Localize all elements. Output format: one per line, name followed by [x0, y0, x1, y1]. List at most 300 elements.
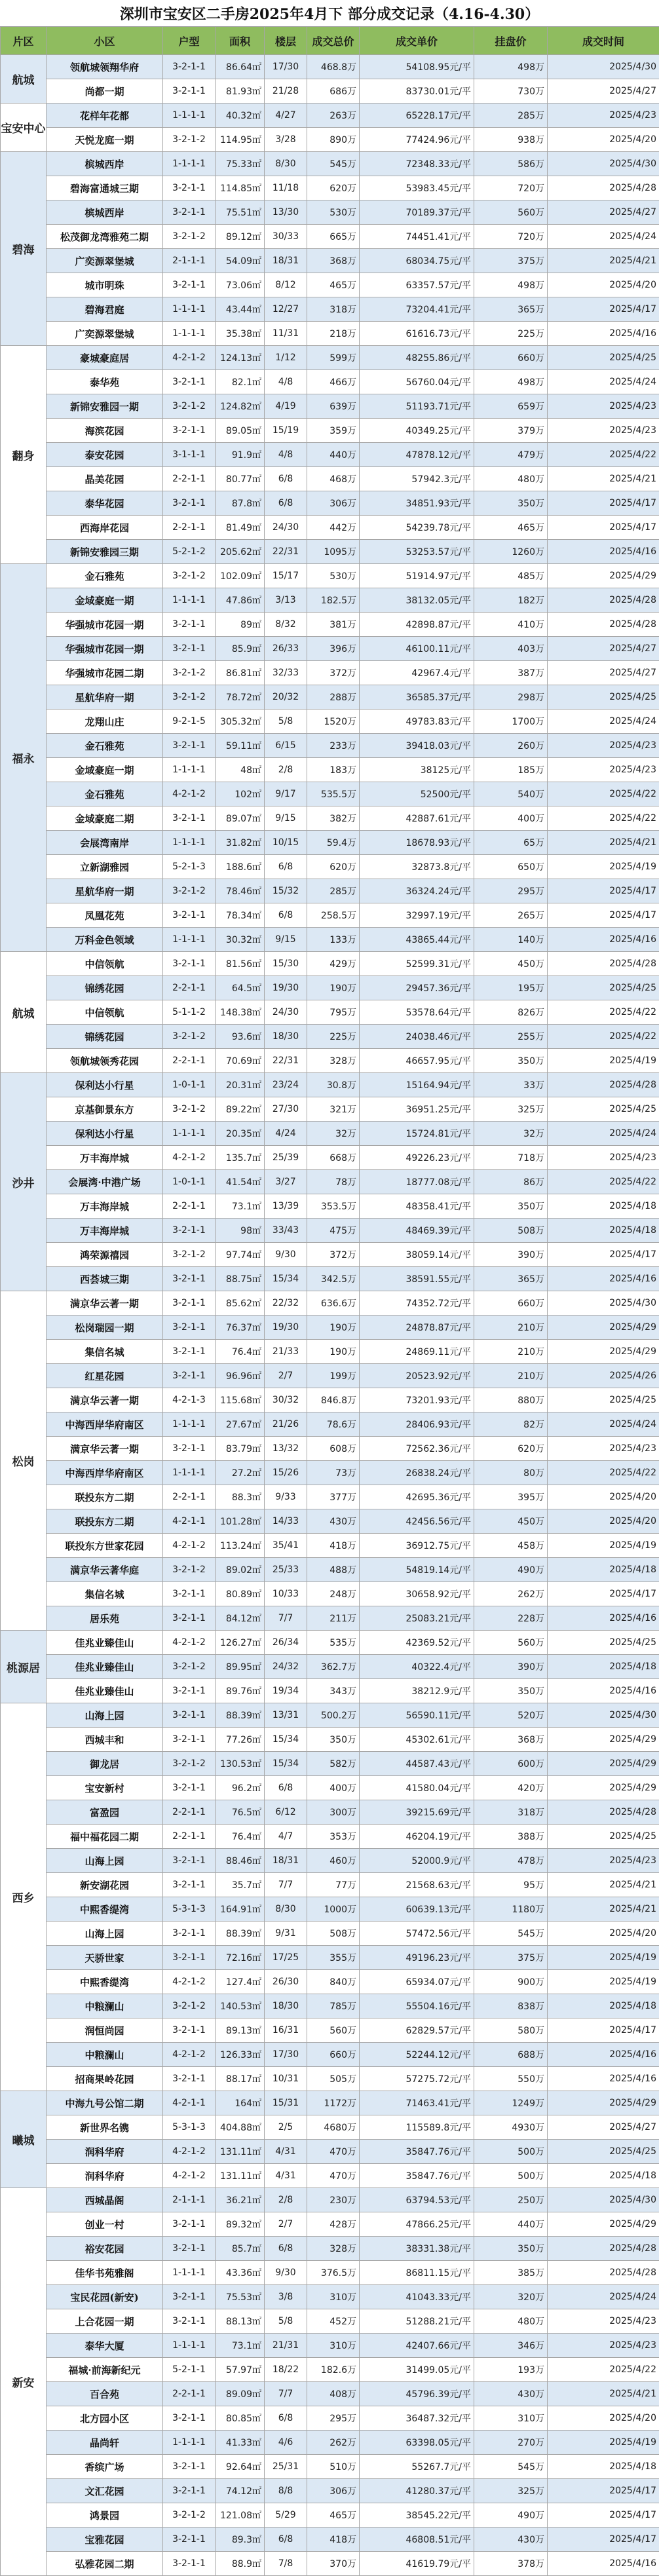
layout-cell: 2-2-1-1	[163, 1049, 216, 1073]
community-cell: 松岗瑞园一期	[47, 1316, 163, 1340]
table-row	[1, 1243, 659, 1267]
deal-date-cell: 2025/4/22	[548, 1000, 659, 1025]
district-cell: 宝安中心	[1, 104, 47, 152]
deal-date-cell: 2025/4/16	[548, 1606, 659, 1631]
listing-price-cell: 285万	[474, 104, 548, 128]
area-cell: 85.9㎡	[216, 637, 265, 661]
layout-cell: 5-2-1-2	[163, 540, 216, 564]
floor-cell: 2/5	[265, 2115, 307, 2140]
table-row	[1, 710, 659, 734]
area-cell: 89.95㎡	[216, 1655, 265, 1679]
unit-price-cell: 115589.8元/平	[360, 2115, 474, 2140]
community-cell: 中信领航	[47, 952, 163, 976]
unit-price-cell: 32997.19元/平	[360, 903, 474, 928]
layout-cell: 3-2-1-2	[163, 1994, 216, 2018]
area-cell: 164.91㎡	[216, 1897, 265, 1922]
floor-cell: 9/17	[265, 782, 307, 806]
district-cell: 曦城	[1, 2091, 47, 2188]
deal-date-cell: 2025/4/20	[548, 2406, 659, 2431]
deal-date-cell: 2025/4/25	[548, 1388, 659, 1412]
floor-cell: 25/31	[265, 2455, 307, 2479]
layout-cell: 3-2-1-1	[163, 200, 216, 225]
deal-date-cell: 2025/4/24	[548, 225, 659, 249]
layout-cell: 4-2-1-2	[163, 2043, 216, 2067]
total-price-cell: 73万	[307, 1461, 360, 1485]
area-cell: 76.4㎡	[216, 1825, 265, 1849]
area-cell: 93.6㎡	[216, 1025, 265, 1049]
floor-cell: 19/34	[265, 1679, 307, 1703]
area-cell: 88.75㎡	[216, 1267, 265, 1291]
unit-price-cell: 42887.61元/平	[360, 806, 474, 831]
table-row	[1, 370, 659, 394]
area-cell: 73.1㎡	[216, 1194, 265, 1219]
unit-price-cell: 44587.43元/平	[360, 1752, 474, 1776]
layout-cell: 3-2-1-1	[163, 79, 216, 104]
transaction-table	[0, 26, 659, 2576]
deal-date-cell: 2025/4/23	[548, 2309, 659, 2334]
table-row	[1, 613, 659, 637]
floor-cell: 2/7	[265, 2212, 307, 2237]
deal-date-cell: 2025/4/19	[548, 1534, 659, 1558]
unit-price-cell: 52500元/平	[360, 782, 474, 806]
listing-price-cell: 95万	[474, 1873, 548, 1897]
layout-cell: 5-2-1-1	[163, 2358, 216, 2382]
total-price-cell: 1095万	[307, 540, 360, 564]
layout-cell: 1-1-1-1	[163, 831, 216, 855]
total-price-cell: 190万	[307, 1316, 360, 1340]
listing-price-cell: 250万	[474, 2188, 548, 2212]
total-price-cell: 530万	[307, 200, 360, 225]
area-cell: 80.85㎡	[216, 2406, 265, 2431]
area-cell: 73.06㎡	[216, 273, 265, 297]
unit-price-cell: 41043.33元/平	[360, 2285, 474, 2309]
table-row	[1, 1049, 659, 1073]
community-cell: 山海上园	[47, 1922, 163, 1946]
area-cell: 86.81㎡	[216, 661, 265, 685]
floor-cell: 6/8	[265, 903, 307, 928]
total-price-cell: 342.5万	[307, 1267, 360, 1291]
floor-cell: 23/24	[265, 1073, 307, 1097]
listing-price-cell: 228万	[474, 1606, 548, 1631]
total-price-cell: 190万	[307, 976, 360, 1000]
table-row	[1, 855, 659, 879]
table-row	[1, 322, 659, 346]
deal-date-cell: 2025/4/17	[548, 2528, 659, 2552]
deal-date-cell: 2025/4/18	[548, 1558, 659, 1582]
unit-price-cell: 56760.04元/平	[360, 370, 474, 394]
unit-price-cell: 68034.75元/平	[360, 249, 474, 273]
area-cell: 113.24㎡	[216, 1534, 265, 1558]
listing-price-cell: 33万	[474, 1073, 548, 1097]
unit-price-cell: 74352.72元/平	[360, 1291, 474, 1316]
unit-price-cell: 48358.41元/平	[360, 1194, 474, 1219]
layout-cell: 3-2-1-1	[163, 2528, 216, 2552]
area-cell: 81.93㎡	[216, 79, 265, 104]
table-row	[1, 2237, 659, 2261]
community-cell: 中熙香缇湾	[47, 1970, 163, 1994]
table-row	[1, 588, 659, 613]
unit-price-cell: 38132.05元/平	[360, 588, 474, 613]
table-title: 深圳市宝安区二手房2025年4月下 部分成交记录（4.16-4.30）	[0, 0, 659, 27]
floor-cell: 21/33	[265, 1340, 307, 1364]
layout-cell: 3-2-1-1	[163, 1679, 216, 1703]
floor-cell: 6/8	[265, 2237, 307, 2261]
floor-cell: 15/17	[265, 564, 307, 588]
floor-cell: 8/12	[265, 273, 307, 297]
floor-cell: 11/18	[265, 176, 307, 200]
listing-price-cell: 485万	[474, 564, 548, 588]
total-price-cell: 400万	[307, 1776, 360, 1800]
layout-cell: 3-2-1-1	[163, 2552, 216, 2576]
listing-price-cell: 430万	[474, 2382, 548, 2406]
table-row	[1, 2164, 659, 2188]
table-row	[1, 2552, 659, 2576]
community-cell: 佳兆业臻佳山	[47, 1655, 163, 1679]
community-cell: 万丰海岸城	[47, 1194, 163, 1219]
unit-price-cell: 24869.11元/平	[360, 1340, 474, 1364]
total-price-cell: 488万	[307, 1558, 360, 1582]
community-cell: 鸿荣源禧园	[47, 1243, 163, 1267]
deal-date-cell: 2025/4/23	[548, 2334, 659, 2358]
deal-date-cell: 2025/4/25	[548, 1097, 659, 1122]
community-cell: 中海九号公馆二期	[47, 2091, 163, 2115]
area-cell: 404.88㎡	[216, 2115, 265, 2140]
unit-price-cell: 47878.12元/平	[360, 443, 474, 467]
area-cell: 87.8㎡	[216, 491, 265, 516]
floor-cell: 15/34	[265, 1728, 307, 1752]
community-cell: 满京华云著一期	[47, 1291, 163, 1316]
table-row	[1, 976, 659, 1000]
layout-cell: 4-2-1-2	[163, 1631, 216, 1655]
listing-price-cell: 540万	[474, 782, 548, 806]
unit-price-cell: 70189.37元/平	[360, 200, 474, 225]
total-price-cell: 408万	[307, 2382, 360, 2406]
community-cell: 西海岸花园	[47, 516, 163, 540]
community-cell: 晶尚轩	[47, 2431, 163, 2455]
listing-price-cell: 1180万	[474, 1897, 548, 1922]
listing-price-cell: 480万	[474, 467, 548, 491]
community-cell: 文汇花园	[47, 2479, 163, 2503]
table-row	[1, 2382, 659, 2406]
table-row	[1, 1776, 659, 1800]
listing-price-cell: 403万	[474, 637, 548, 661]
unit-price-cell: 36951.25元/平	[360, 1097, 474, 1122]
unit-price-cell: 57942.3元/平	[360, 467, 474, 491]
total-price-cell: 306万	[307, 2479, 360, 2503]
floor-cell: 22/31	[265, 1049, 307, 1073]
area-cell: 89.09㎡	[216, 2382, 265, 2406]
floor-cell: 18/30	[265, 1025, 307, 1049]
unit-price-cell: 38591.55元/平	[360, 1267, 474, 1291]
deal-date-cell: 2025/4/29	[548, 564, 659, 588]
community-cell: 红星花园	[47, 1364, 163, 1388]
table-row	[1, 394, 659, 419]
area-cell: 78.34㎡	[216, 903, 265, 928]
community-cell: 西荟城三期	[47, 1267, 163, 1291]
table-row	[1, 1122, 659, 1146]
total-price-cell: 32万	[307, 1122, 360, 1146]
listing-price-cell: 420万	[474, 1776, 548, 1800]
community-cell: 西城晶阁	[47, 2188, 163, 2212]
deal-date-cell: 2025/4/19	[548, 2431, 659, 2455]
table-row	[1, 1873, 659, 1897]
layout-cell: 3-2-1-1	[163, 1946, 216, 1970]
listing-price-cell: 295万	[474, 879, 548, 903]
unit-price-cell: 63794.53元/平	[360, 2188, 474, 2212]
listing-price-cell: 260万	[474, 734, 548, 758]
table-row	[1, 1752, 659, 1776]
area-cell: 97.74㎡	[216, 1243, 265, 1267]
total-price-cell: 230万	[307, 2188, 360, 2212]
area-cell: 85.62㎡	[216, 1291, 265, 1316]
area-cell: 77.26㎡	[216, 1728, 265, 1752]
layout-cell: 3-2-1-1	[163, 952, 216, 976]
total-price-cell: 466万	[307, 370, 360, 394]
total-price-cell: 372万	[307, 1243, 360, 1267]
deal-date-cell: 2025/4/17	[548, 903, 659, 928]
column-header: 片区	[1, 27, 47, 55]
table-row	[1, 782, 659, 806]
deal-date-cell: 2025/4/16	[548, 540, 659, 564]
table-row	[1, 2334, 659, 2358]
total-price-cell: 470万	[307, 2140, 360, 2164]
floor-cell: 30/32	[265, 1388, 307, 1412]
total-price-cell: 370万	[307, 2552, 360, 2576]
total-price-cell: 430万	[307, 1509, 360, 1534]
total-price-cell: 418万	[307, 2528, 360, 2552]
deal-date-cell: 2025/4/20	[548, 1922, 659, 1946]
deal-date-cell: 2025/4/20	[548, 273, 659, 297]
listing-price-cell: 82万	[474, 1412, 548, 1437]
unit-price-cell: 42407.66元/平	[360, 2334, 474, 2358]
layout-cell: 1-0-1-1	[163, 1073, 216, 1097]
area-cell: 89.3㎡	[216, 2528, 265, 2552]
table-row	[1, 1461, 659, 1485]
unit-price-cell: 52599.31元/平	[360, 952, 474, 976]
layout-cell: 3-2-1-2	[163, 128, 216, 152]
unit-price-cell: 61616.73元/平	[360, 322, 474, 346]
community-cell: 碧海富通城三期	[47, 176, 163, 200]
floor-cell: 13/39	[265, 1194, 307, 1219]
total-price-cell: 639万	[307, 394, 360, 419]
community-cell: 凤凰花苑	[47, 903, 163, 928]
area-cell: 89.07㎡	[216, 806, 265, 831]
floor-cell: 11/31	[265, 322, 307, 346]
deal-date-cell: 2025/4/17	[548, 1243, 659, 1267]
table-row	[1, 1800, 659, 1825]
community-cell: 会展湾·中港广场	[47, 1170, 163, 1194]
community-cell: 福中福花园二期	[47, 1825, 163, 1849]
unit-price-cell: 42898.87元/平	[360, 613, 474, 637]
layout-cell: 2-1-1-1	[163, 2188, 216, 2212]
deal-date-cell: 2025/4/16	[548, 2552, 659, 2576]
area-cell: 41.54㎡	[216, 1170, 265, 1194]
area-cell: 88.3㎡	[216, 1485, 265, 1509]
table-row	[1, 903, 659, 928]
table-row	[1, 1388, 659, 1412]
layout-cell: 1-1-1-1	[163, 1461, 216, 1485]
community-cell: 满京华云著一期	[47, 1437, 163, 1461]
floor-cell: 17/25	[265, 1946, 307, 1970]
area-cell: 130.53㎡	[216, 1752, 265, 1776]
layout-cell: 3-2-1-2	[163, 1752, 216, 1776]
district-cell: 航城	[1, 55, 47, 104]
community-cell: 万丰海岸城	[47, 1146, 163, 1170]
area-cell: 74.12㎡	[216, 2479, 265, 2503]
unit-price-cell: 65228.17元/平	[360, 104, 474, 128]
floor-cell: 5/8	[265, 2309, 307, 2334]
deal-date-cell: 2025/4/29	[548, 1728, 659, 1752]
deal-date-cell: 2025/4/22	[548, 2358, 659, 2382]
deal-date-cell: 2025/4/17	[548, 2479, 659, 2503]
deal-date-cell: 2025/4/17	[548, 297, 659, 322]
area-cell: 88.39㎡	[216, 1703, 265, 1728]
table-row	[1, 1316, 659, 1340]
unit-price-cell: 57275.72元/平	[360, 2067, 474, 2091]
listing-price-cell: 508万	[474, 1219, 548, 1243]
listing-price-cell: 479万	[474, 443, 548, 467]
deal-date-cell: 2025/4/25	[548, 2140, 659, 2164]
deal-date-cell: 2025/4/16	[548, 2043, 659, 2067]
layout-cell: 3-2-1-2	[163, 394, 216, 419]
total-price-cell: 620万	[307, 855, 360, 879]
unit-price-cell: 36912.75元/平	[360, 1534, 474, 1558]
total-price-cell: 350万	[307, 1728, 360, 1752]
total-price-cell: 295万	[307, 2406, 360, 2431]
community-cell: 百合苑	[47, 2382, 163, 2406]
layout-cell: 9-2-1-5	[163, 710, 216, 734]
area-cell: 80.77㎡	[216, 467, 265, 491]
listing-price-cell: 325万	[474, 2479, 548, 2503]
floor-cell: 9/30	[265, 1243, 307, 1267]
total-price-cell: 442万	[307, 516, 360, 540]
community-cell: 金域豪庭二期	[47, 806, 163, 831]
listing-price-cell: 450万	[474, 952, 548, 976]
layout-cell: 5-2-1-3	[163, 855, 216, 879]
deal-date-cell: 2025/4/24	[548, 370, 659, 394]
deal-date-cell: 2025/4/29	[548, 1752, 659, 1776]
deal-date-cell: 2025/4/25	[548, 346, 659, 370]
floor-cell: 13/31	[265, 1703, 307, 1728]
layout-cell: 3-2-1-2	[163, 2503, 216, 2528]
table-row	[1, 661, 659, 685]
area-cell: 20.35㎡	[216, 1122, 265, 1146]
floor-cell: 15/19	[265, 419, 307, 443]
floor-cell: 1/12	[265, 346, 307, 370]
deal-date-cell: 2025/4/25	[548, 685, 659, 710]
layout-cell: 2-2-1-1	[163, 1800, 216, 1825]
floor-cell: 21/31	[265, 2334, 307, 2358]
column-header: 面积	[216, 27, 265, 55]
deal-date-cell: 2025/4/23	[548, 1146, 659, 1170]
unit-price-cell: 41580.04元/平	[360, 1776, 474, 1800]
deal-date-cell: 2025/4/20	[548, 128, 659, 152]
unit-price-cell: 48255.86元/平	[360, 346, 474, 370]
floor-cell: 4/6	[265, 2431, 307, 2455]
layout-cell: 3-2-1-1	[163, 1728, 216, 1752]
layout-cell: 3-2-1-1	[163, 1267, 216, 1291]
deal-date-cell: 2025/4/22	[548, 1025, 659, 1049]
column-header: 成交单价	[360, 27, 474, 55]
area-cell: 83.79㎡	[216, 1437, 265, 1461]
unit-price-cell: 45302.61元/平	[360, 1728, 474, 1752]
listing-price-cell: 395万	[474, 1485, 548, 1509]
total-price-cell: 218万	[307, 322, 360, 346]
community-cell: 福城·前海新纪元	[47, 2358, 163, 2382]
community-cell: 花样年花都	[47, 104, 163, 128]
area-cell: 35.38㎡	[216, 322, 265, 346]
floor-cell: 15/31	[265, 2091, 307, 2115]
layout-cell: 1-1-1-1	[163, 322, 216, 346]
floor-cell: 2/7	[265, 1364, 307, 1388]
listing-price-cell: 498万	[474, 370, 548, 394]
unit-price-cell: 24038.46元/平	[360, 1025, 474, 1049]
layout-cell: 3-2-1-1	[163, 806, 216, 831]
district-cell: 航城	[1, 952, 47, 1073]
area-cell: 188.6㎡	[216, 855, 265, 879]
table-body	[1, 55, 659, 2576]
area-cell: 115.68㎡	[216, 1388, 265, 1412]
unit-price-cell: 71463.41元/平	[360, 2091, 474, 2115]
unit-price-cell: 46204.19元/平	[360, 1825, 474, 1849]
community-cell: 槟城西岸	[47, 200, 163, 225]
listing-price-cell: 210万	[474, 1364, 548, 1388]
floor-cell: 4/8	[265, 443, 307, 467]
table-row	[1, 419, 659, 443]
deal-date-cell: 2025/4/16	[548, 322, 659, 346]
floor-cell: 7/8	[265, 2552, 307, 2576]
listing-price-cell: 498万	[474, 55, 548, 79]
table-row	[1, 637, 659, 661]
floor-cell: 4/24	[265, 1122, 307, 1146]
unit-price-cell: 39215.69元/平	[360, 1800, 474, 1825]
area-cell: 126.33㎡	[216, 2043, 265, 2067]
layout-cell: 3-2-1-1	[163, 2479, 216, 2503]
area-cell: 86.64㎡	[216, 55, 265, 79]
total-price-cell: 355万	[307, 1946, 360, 1970]
unit-price-cell: 36487.32元/平	[360, 2406, 474, 2431]
area-cell: 40.32㎡	[216, 104, 265, 128]
total-price-cell: 368万	[307, 249, 360, 273]
area-cell: 140.53㎡	[216, 1994, 265, 2018]
listing-price-cell: 498万	[474, 273, 548, 297]
layout-cell: 3-2-1-1	[163, 55, 216, 79]
unit-price-cell: 31499.05元/平	[360, 2358, 474, 2382]
unit-price-cell: 29457.36元/平	[360, 976, 474, 1000]
area-cell: 121.08㎡	[216, 2503, 265, 2528]
column-header: 楼层	[265, 27, 307, 55]
listing-price-cell: 65万	[474, 831, 548, 855]
deal-date-cell: 2025/4/22	[548, 782, 659, 806]
listing-price-cell: 580万	[474, 2018, 548, 2043]
area-cell: 78.72㎡	[216, 685, 265, 710]
community-cell: 联投东方二期	[47, 1485, 163, 1509]
unit-price-cell: 42369.52元/平	[360, 1631, 474, 1655]
listing-price-cell: 346万	[474, 2334, 548, 2358]
table-row	[1, 2261, 659, 2285]
table-row	[1, 2188, 659, 2212]
total-price-cell: 362.7万	[307, 1655, 360, 1679]
floor-cell: 8/30	[265, 152, 307, 176]
area-cell: 36.21㎡	[216, 2188, 265, 2212]
total-price-cell: 343万	[307, 1679, 360, 1703]
layout-cell: 1-0-1-1	[163, 1170, 216, 1194]
floor-cell: 9/30	[265, 2261, 307, 2285]
listing-price-cell: 262万	[474, 1582, 548, 1606]
unit-price-cell: 54239.78元/平	[360, 516, 474, 540]
deal-date-cell: 2025/4/16	[548, 1267, 659, 1291]
unit-price-cell: 28406.93元/平	[360, 1412, 474, 1437]
